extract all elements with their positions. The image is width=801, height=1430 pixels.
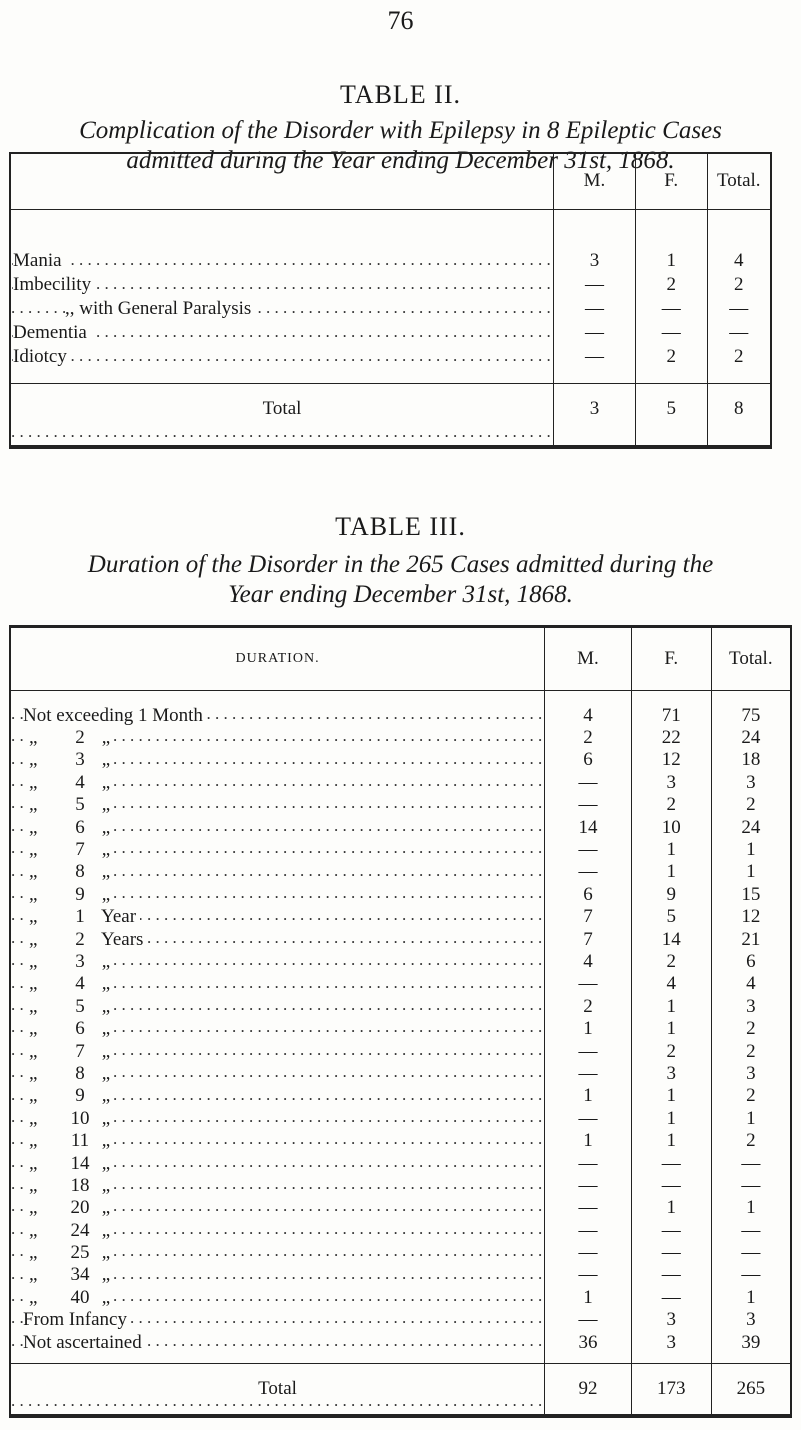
cell-m: — — [545, 839, 632, 861]
cell-f: 1 — [631, 996, 711, 1018]
cell-m: 4 — [545, 951, 632, 973]
row-label: Not ascertained — [23, 1332, 146, 1353]
cell-m: 14 — [545, 816, 632, 838]
table-row — [10, 951, 791, 973]
table-row — [10, 906, 791, 928]
row-label — [29, 996, 114, 1017]
cell-total: 1 — [711, 861, 791, 883]
duration-quantity: 1 — [75, 906, 85, 928]
row-label — [29, 817, 114, 838]
table-row — [10, 794, 791, 816]
table-3-caption-line-1: Duration of the Disorder in the 265 Cases admitted during the — [87, 551, 714, 578]
duration-unit: „ — [101, 727, 111, 749]
cell-total: 75 — [711, 705, 791, 727]
cell-total: 4 — [711, 973, 791, 995]
duration-unit: „ — [101, 1174, 111, 1196]
ditto-mark: „ — [29, 1107, 38, 1129]
table-3-header-f: F. — [631, 627, 711, 691]
row-label — [29, 1063, 114, 1084]
table-row — [10, 1197, 791, 1219]
duration-unit: „ — [101, 1040, 111, 1062]
table-row — [10, 749, 791, 771]
cell-m: — — [554, 345, 636, 369]
row-label — [29, 1175, 114, 1196]
cell-total: — — [707, 297, 771, 321]
cell-total: 21 — [711, 928, 791, 950]
cell-m: — — [545, 1197, 632, 1219]
row-label — [29, 1220, 114, 1241]
cell-total: 2 — [711, 1130, 791, 1152]
cell-m: 7 — [545, 928, 632, 950]
cell-m: — — [545, 1175, 632, 1197]
duration-quantity: 10 — [70, 1107, 90, 1129]
row-label: Imbecility — [13, 274, 95, 295]
total-f: 173 — [631, 1364, 711, 1416]
cell-f: 1 — [631, 1197, 711, 1219]
cell-total: — — [707, 321, 771, 345]
duration-unit: „ — [101, 950, 111, 972]
cell-f: 1 — [631, 1085, 711, 1107]
total-f: 5 — [635, 383, 707, 447]
cell-total: 18 — [711, 749, 791, 771]
row-label: Mania — [13, 250, 66, 271]
duration-unit: Year — [101, 906, 137, 928]
ditto-mark: „ — [29, 1085, 38, 1107]
duration-quantity: 9 — [75, 1085, 85, 1107]
ditto-mark: „ — [29, 816, 38, 838]
cell-f: 71 — [631, 705, 711, 727]
duration-quantity: 11 — [70, 1130, 90, 1152]
table-3-heading: TABLE III. — [335, 512, 466, 541]
duration-quantity: 7 — [75, 839, 85, 861]
duration-quantity: 24 — [70, 1219, 90, 1241]
page-number: 76 — [387, 6, 414, 35]
duration-quantity: 6 — [75, 1018, 85, 1040]
cell-f: 2 — [631, 794, 711, 816]
duration-quantity: 4 — [75, 771, 85, 793]
cell-m: — — [554, 297, 636, 321]
table-row — [10, 1287, 791, 1309]
total-m: 3 — [554, 383, 636, 447]
cell-total: 1 — [711, 1287, 791, 1309]
cell-m: 1 — [545, 1018, 632, 1040]
ditto-mark: „ — [29, 1152, 38, 1174]
cell-total: 12 — [711, 906, 791, 928]
duration-quantity: 3 — [75, 749, 85, 771]
table-row — [10, 996, 791, 1018]
duration-quantity: 25 — [70, 1242, 90, 1264]
duration-quantity: 14 — [70, 1152, 90, 1174]
duration-quantity: 18 — [70, 1174, 90, 1196]
table-row — [10, 1331, 791, 1353]
duration-unit: „ — [101, 1085, 111, 1107]
cell-f: 12 — [631, 749, 711, 771]
cell-m: — — [545, 1040, 632, 1062]
total-total: 265 — [711, 1364, 791, 1416]
total-row — [10, 1364, 791, 1416]
ditto-mark: „ — [29, 1286, 38, 1308]
cell-total: 2 — [711, 1040, 791, 1062]
row-label — [29, 1018, 114, 1039]
table-row — [10, 727, 791, 749]
cell-m: 6 — [545, 884, 632, 906]
row-label — [29, 884, 114, 905]
cell-total: — — [711, 1264, 791, 1286]
total-total: 8 — [707, 383, 771, 447]
row-label — [29, 1153, 114, 1174]
ditto-mark: „ — [29, 727, 38, 749]
cell-m: — — [545, 1264, 632, 1286]
cell-total: — — [711, 1219, 791, 1241]
cell-total: 2 — [707, 273, 771, 297]
cell-f: 22 — [631, 727, 711, 749]
cell-total: 39 — [711, 1331, 791, 1353]
duration-quantity: 7 — [75, 1040, 85, 1062]
duration-unit: „ — [101, 794, 111, 816]
duration-unit: „ — [101, 839, 111, 861]
row-label — [29, 1264, 114, 1285]
cell-total: 24 — [711, 727, 791, 749]
cell-f: — — [631, 1287, 711, 1309]
cell-total: 2 — [707, 345, 771, 369]
cell-f: — — [631, 1152, 711, 1174]
cell-f: — — [635, 297, 707, 321]
duration-unit: „ — [101, 995, 111, 1017]
total-row — [10, 383, 771, 447]
ditto-mark: „ — [29, 1219, 38, 1241]
ditto-mark: „ — [29, 1264, 38, 1286]
table-3-header-m: M. — [545, 627, 632, 691]
table-row — [10, 249, 771, 273]
duration-quantity: 40 — [70, 1286, 90, 1308]
row-label — [29, 1085, 114, 1106]
table-row — [10, 1130, 791, 1152]
table-row — [10, 772, 791, 794]
row-label — [29, 1197, 114, 1218]
cell-total: 15 — [711, 884, 791, 906]
duration-unit: „ — [101, 749, 111, 771]
cell-total: 3 — [711, 1309, 791, 1331]
cell-m: 6 — [545, 749, 632, 771]
table-2-caption-line-1: Complication of the Disorder with Epilepsy in 8 Epileptic Cases — [79, 117, 722, 144]
ditto-mark: „ — [29, 928, 38, 950]
cell-total: 4 — [707, 249, 771, 273]
cell-f: 3 — [631, 1063, 711, 1085]
ditto-mark: „ — [29, 749, 38, 771]
table-row — [10, 273, 771, 297]
cell-m: — — [545, 772, 632, 794]
duration-unit: „ — [101, 1242, 111, 1264]
table-2-header-total: Total. — [707, 153, 771, 209]
cell-m: — — [545, 973, 632, 995]
cell-f: 1 — [631, 1108, 711, 1130]
cell-total: — — [711, 1175, 791, 1197]
cell-m: — — [545, 1242, 632, 1264]
ditto-mark: „ — [29, 794, 38, 816]
row-label — [29, 929, 147, 950]
cell-f: 14 — [631, 928, 711, 950]
duration-unit: „ — [101, 883, 111, 905]
table-row — [10, 816, 791, 838]
duration-unit: „ — [101, 973, 111, 995]
cell-total: 2 — [711, 1018, 791, 1040]
table-2-caption-line-2: admitted during the Year ending December 31st, 1868. — [126, 147, 675, 174]
cell-f: 1 — [631, 861, 711, 883]
cell-total: 2 — [711, 794, 791, 816]
ditto-mark: „ — [29, 906, 38, 928]
ditto-mark: „ — [29, 1130, 38, 1152]
total-m: 92 — [545, 1364, 632, 1416]
ditto-mark: „ — [29, 1062, 38, 1084]
table-row — [10, 1264, 791, 1286]
ditto-mark: „ — [29, 950, 38, 972]
duration-unit: „ — [101, 816, 111, 838]
ditto-mark: „ — [29, 973, 38, 995]
cell-total: 3 — [711, 772, 791, 794]
duration-unit: „ — [101, 1130, 111, 1152]
cell-total: 1 — [711, 1108, 791, 1130]
table-row — [10, 1219, 791, 1241]
cell-f: 3 — [631, 772, 711, 794]
cell-f: 1 — [631, 1130, 711, 1152]
duration-unit: „ — [101, 1018, 111, 1040]
ditto-mark: „ — [29, 1197, 38, 1219]
cell-f: 10 — [631, 816, 711, 838]
table-row — [10, 1152, 791, 1174]
cell-f: 3 — [631, 1331, 711, 1353]
cell-m: — — [545, 861, 632, 883]
cell-f: — — [631, 1242, 711, 1264]
cell-f: 1 — [631, 839, 711, 861]
cell-f: — — [631, 1264, 711, 1286]
duration-quantity: 2 — [75, 928, 85, 950]
row-label: Idiotcy — [13, 346, 71, 367]
cell-m: — — [545, 1152, 632, 1174]
cell-m: 7 — [545, 906, 632, 928]
cell-m: — — [554, 321, 636, 345]
cell-total: 6 — [711, 951, 791, 973]
cell-total: 2 — [711, 1085, 791, 1107]
ditto-mark: „ — [29, 995, 38, 1017]
ditto-mark: „ — [29, 883, 38, 905]
table-row — [10, 1309, 791, 1331]
table-row — [10, 1242, 791, 1264]
cell-m: — — [554, 273, 636, 297]
table-2-header-label — [10, 153, 554, 209]
row-label — [29, 749, 114, 770]
row-label: Not exceeding 1 Month — [23, 705, 207, 726]
row-label — [29, 1041, 114, 1062]
cell-m: — — [545, 1108, 632, 1130]
table-row — [10, 861, 791, 883]
duration-unit: „ — [101, 1152, 111, 1174]
cell-f: 2 — [635, 273, 707, 297]
cell-m: 3 — [554, 249, 636, 273]
duration-quantity: 5 — [75, 995, 85, 1017]
table-row — [10, 1040, 791, 1062]
total-label: Total — [259, 398, 306, 419]
table-row — [10, 1018, 791, 1040]
table-2 — [9, 152, 772, 449]
cell-f: 2 — [635, 345, 707, 369]
table-3-header-total: Total. — [711, 627, 791, 691]
duration-quantity: 3 — [75, 950, 85, 972]
ditto-mark: „ — [29, 1018, 38, 1040]
duration-unit: „ — [101, 1107, 111, 1129]
duration-quantity: 5 — [75, 794, 85, 816]
table-3-header-duration: DURATION. — [10, 627, 545, 691]
table-2-header-m: M. — [554, 153, 636, 209]
table-row — [10, 321, 771, 345]
ditto-mark: „ — [29, 839, 38, 861]
duration-quantity: 4 — [75, 973, 85, 995]
ditto-mark: „ — [29, 1242, 38, 1264]
cell-m: 1 — [545, 1085, 632, 1107]
table-3-caption — [10, 550, 791, 610]
table-row — [10, 1108, 791, 1130]
table-3 — [9, 625, 792, 1418]
duration-unit: „ — [101, 1286, 111, 1308]
duration-unit: Years — [101, 928, 144, 950]
table-3-caption-line-2: Year ending December 31st, 1868. — [228, 581, 573, 608]
cell-f: — — [631, 1219, 711, 1241]
row-label — [29, 1108, 114, 1129]
ditto-mark: „ — [29, 861, 38, 883]
cell-total: 3 — [711, 996, 791, 1018]
duration-quantity: 6 — [75, 816, 85, 838]
cell-m: 1 — [545, 1130, 632, 1152]
row-label — [29, 794, 114, 815]
ditto-mark: „ — [29, 771, 38, 793]
table-2-header-f: F. — [635, 153, 707, 209]
row-label — [29, 861, 114, 882]
duration-unit: „ — [101, 1264, 111, 1286]
cell-total: 3 — [711, 1063, 791, 1085]
duration-quantity: 34 — [70, 1264, 90, 1286]
duration-quantity: 8 — [75, 861, 85, 883]
cell-m: 36 — [545, 1331, 632, 1353]
table-row — [10, 1063, 791, 1085]
table-2-heading: TABLE II. — [340, 80, 461, 109]
cell-f: — — [635, 321, 707, 345]
cell-f: 2 — [631, 951, 711, 973]
cell-total: — — [711, 1152, 791, 1174]
duration-unit: „ — [101, 771, 111, 793]
duration-unit: „ — [101, 1219, 111, 1241]
duration-unit: „ — [101, 1062, 111, 1084]
cell-f: 3 — [631, 1309, 711, 1331]
row-label — [29, 951, 114, 972]
cell-f: 1 — [631, 1018, 711, 1040]
row-label: From Infancy — [23, 1309, 131, 1330]
table-2-header-row — [10, 153, 771, 209]
row-label — [29, 1130, 114, 1151]
duration-unit: „ — [101, 1197, 111, 1219]
table-row — [10, 973, 791, 995]
row-label: ,, with General Paralysis — [65, 298, 255, 319]
row-label — [29, 727, 114, 748]
duration-unit: „ — [101, 861, 111, 883]
cell-m: 1 — [545, 1287, 632, 1309]
row-label — [29, 1242, 114, 1263]
table-3-body — [10, 691, 791, 1364]
table-row — [10, 1085, 791, 1107]
cell-m: 2 — [545, 996, 632, 1018]
table-row — [10, 297, 771, 321]
cell-f: 5 — [631, 906, 711, 928]
row-label — [29, 1287, 114, 1308]
row-label: Dementia — [13, 322, 91, 343]
cell-f: — — [631, 1175, 711, 1197]
row-label — [29, 839, 114, 860]
table-row — [10, 705, 791, 727]
table-row — [10, 345, 771, 369]
ditto-mark: „ — [29, 1174, 38, 1196]
cell-m: — — [545, 1063, 632, 1085]
row-label — [29, 906, 140, 927]
cell-total: 1 — [711, 1197, 791, 1219]
cell-m: — — [545, 1219, 632, 1241]
cell-f: 9 — [631, 884, 711, 906]
cell-f: 1 — [635, 249, 707, 273]
total-label: Total — [254, 1378, 301, 1399]
table-row — [10, 884, 791, 906]
table-row — [10, 1175, 791, 1197]
cell-total: — — [711, 1242, 791, 1264]
table-row — [10, 839, 791, 861]
cell-total: 1 — [711, 839, 791, 861]
ditto-mark: „ — [29, 1040, 38, 1062]
row-label — [29, 973, 114, 994]
cell-m: 2 — [545, 727, 632, 749]
duration-quantity: 2 — [75, 727, 85, 749]
cell-m: 4 — [545, 705, 632, 727]
table-row — [10, 928, 791, 950]
cell-total: 24 — [711, 816, 791, 838]
cell-f: 2 — [631, 1040, 711, 1062]
duration-quantity: 20 — [70, 1197, 90, 1219]
cell-m: — — [545, 794, 632, 816]
cell-f: 4 — [631, 973, 711, 995]
duration-quantity: 8 — [75, 1062, 85, 1084]
table-3-header-row — [10, 627, 791, 691]
duration-quantity: 9 — [75, 883, 85, 905]
cell-m: — — [545, 1309, 632, 1331]
row-label — [29, 772, 114, 793]
